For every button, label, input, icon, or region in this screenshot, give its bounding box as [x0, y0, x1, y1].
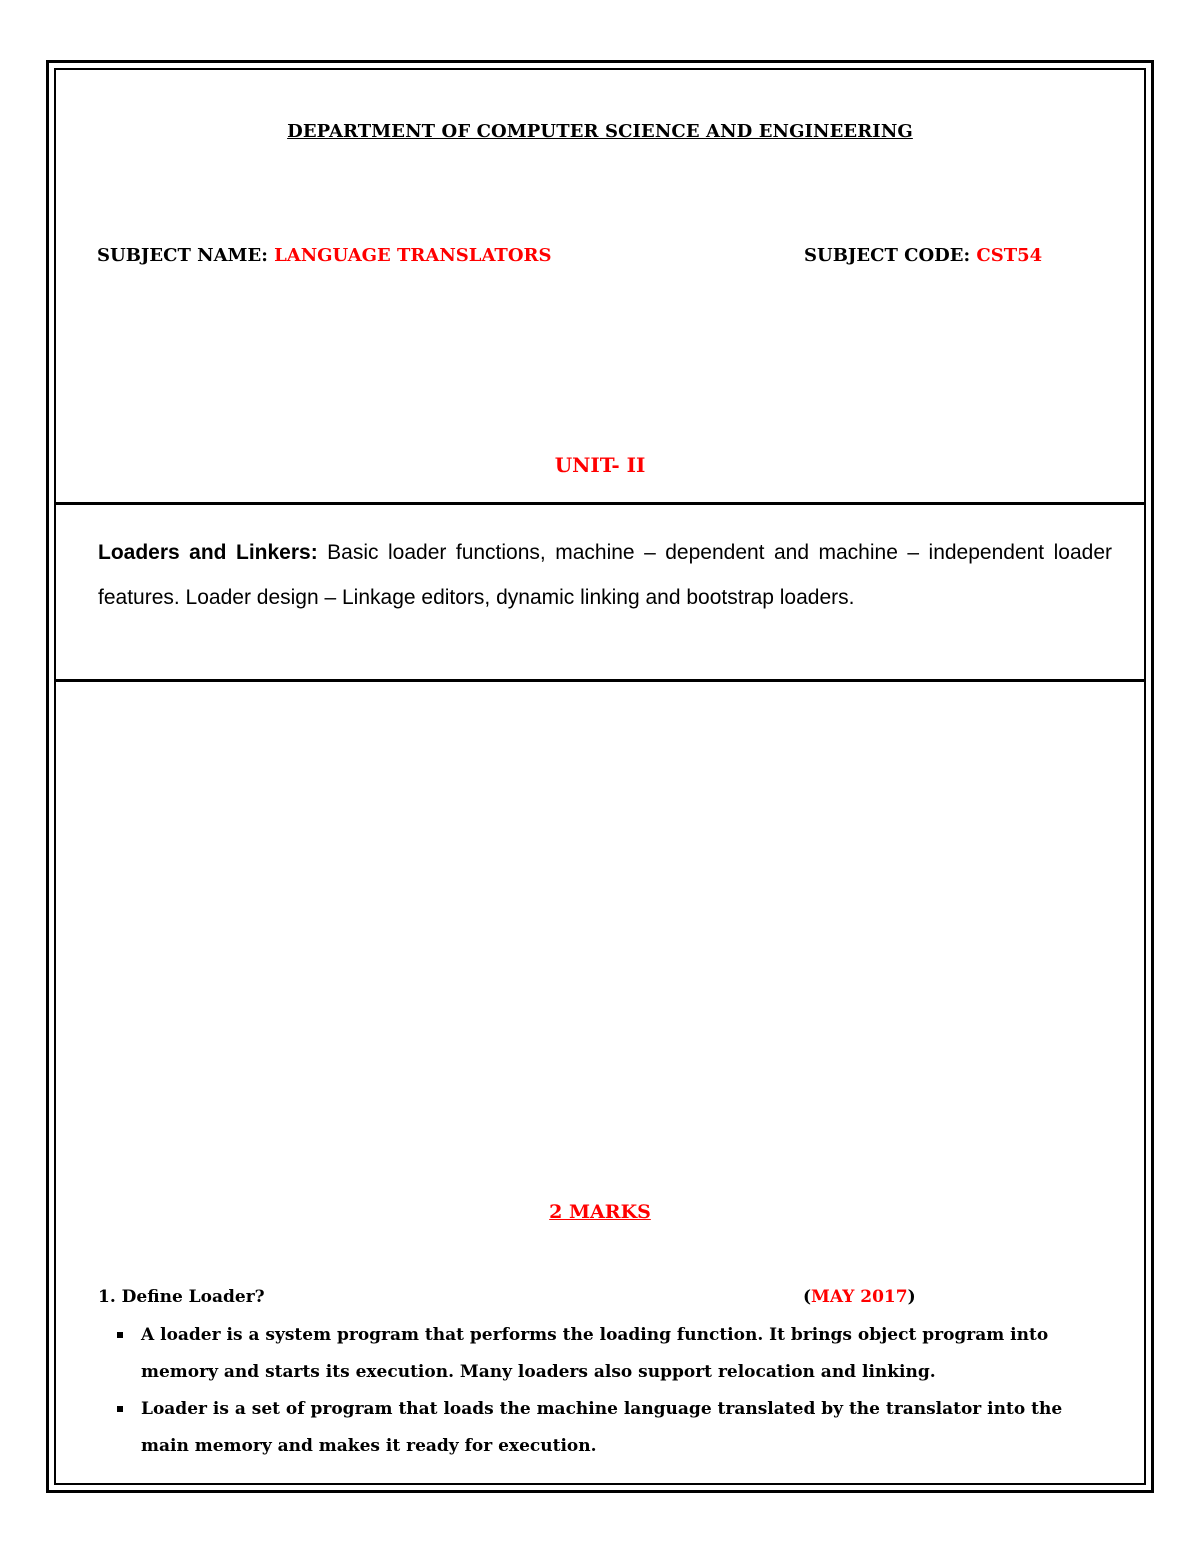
question-date: (MAY 2017): [803, 1287, 916, 1307]
syllabus-text: Basic loader functions, machine – dependent and machine – independent loader features. Loader design – Linkage editors, dynamic linking and bootstrap loaders.: [98, 541, 1112, 609]
subject-name: [97, 245, 551, 266]
divider-after-unit: [54, 502, 1146, 505]
answer-list: [117, 1317, 1102, 1465]
syllabus-topic: Loaders and Linkers:: [98, 541, 318, 564]
unit-title: UNIT- II: [554, 453, 646, 477]
section-title: 2 MARKS: [549, 1201, 651, 1223]
square-bullet-icon: [117, 1332, 123, 1338]
question-date-value: MAY 2017: [811, 1287, 908, 1307]
department-title: DEPARTMENT OF COMPUTER SCIENCE AND ENGINEERING: [287, 121, 913, 142]
subject-code-value: CST54: [976, 245, 1043, 266]
divider-after-syllabus: [54, 679, 1146, 682]
subject-code: [804, 245, 1042, 266]
square-bullet-icon: [117, 1406, 123, 1412]
list-item-text: Loader is a set of program that loads the machine language translated by the translator into the main memory and makes it ready for execution.: [141, 1399, 1063, 1456]
subject-name-value: LANGUAGE TRANSLATORS: [274, 245, 552, 266]
page-border-inner: [54, 68, 1146, 1485]
question-1: [98, 1287, 1098, 1307]
list-item: [117, 1317, 1102, 1391]
subject-code-label: SUBJECT CODE:: [804, 245, 977, 266]
list-item-text: A loader is a system program that performs the loading function. It brings object program into memory and starts its execution. Many loaders also support relocation and linking.: [141, 1325, 1049, 1382]
syllabus-paragraph: [98, 530, 1112, 620]
subject-name-label: SUBJECT NAME:: [97, 245, 275, 266]
question-label: 1. Define Loader?: [98, 1287, 265, 1307]
list-item: [117, 1391, 1102, 1465]
